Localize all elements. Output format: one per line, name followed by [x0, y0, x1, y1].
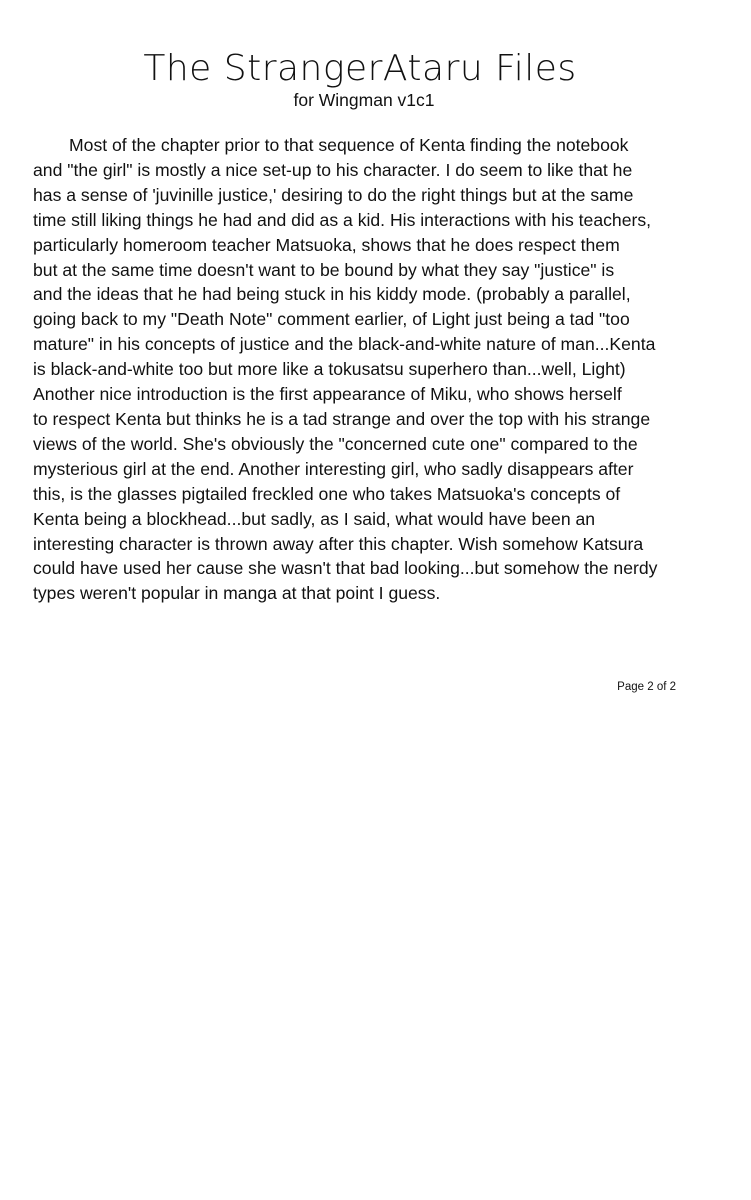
body-line: going back to my "Death Note" comment earlier, of Light just being a tad "too	[33, 309, 630, 330]
body-line: particularly homeroom teacher Matsuoka, shows that he does respect them	[33, 234, 620, 255]
body-line: mature" in his concepts of justice and the black-and-white nature of man...Kenta	[33, 334, 656, 355]
body-line: Kenta being a blockhead...but sadly, as I said, what would have been an	[33, 508, 596, 529]
document-subtitle: for Wingman v1c1	[293, 90, 435, 110]
document-title: The StrangerAtaru Files	[143, 48, 577, 89]
body-line: is black-and-white too but more like a tokusatsu superhero than...well, Light)	[33, 359, 626, 380]
page-number: Page 2 of 2	[617, 681, 676, 693]
body-line: Another nice introduction is the first appearance of Miku, who shows herself	[33, 384, 622, 405]
body-line: and "the girl" is mostly a nice set-up to his character. I do seem to like that he	[33, 159, 633, 180]
body-line: time still liking things he had and did as a kid. His interactions with his teachers,	[33, 209, 652, 230]
body-line: types weren't popular in manga at that point I guess.	[33, 583, 441, 604]
body-line: interesting character is thrown away after this chapter. Wish somehow Katsura	[33, 533, 644, 554]
body-line: mysterious girl at the end. Another interesting girl, who sadly disappears after	[33, 458, 634, 479]
body-line: to respect Kenta but thinks he is a tad strange and over the top with his strange	[33, 408, 651, 429]
body-line: has a sense of 'juvinille justice,' desiring to do the right things but at the same	[33, 184, 634, 205]
body-line: and the ideas that he had being stuck in his kiddy mode. (probably a parallel,	[33, 284, 631, 305]
body-line: views of the world. She's obviously the "concerned cute one" compared to the	[33, 433, 638, 454]
body-paragraph	[33, 133, 723, 606]
body-line: but at the same time doesn't want to be bound by what they say "justice" is	[33, 259, 615, 280]
body-line: Most of the chapter prior to that sequence of Kenta finding the notebook	[69, 135, 629, 155]
body-line: this, is the glasses pigtailed freckled one who takes Matsuoka's concepts of	[33, 483, 621, 504]
body-line: could have used her cause she wasn't that bad looking...but somehow the nerdy	[33, 558, 658, 579]
